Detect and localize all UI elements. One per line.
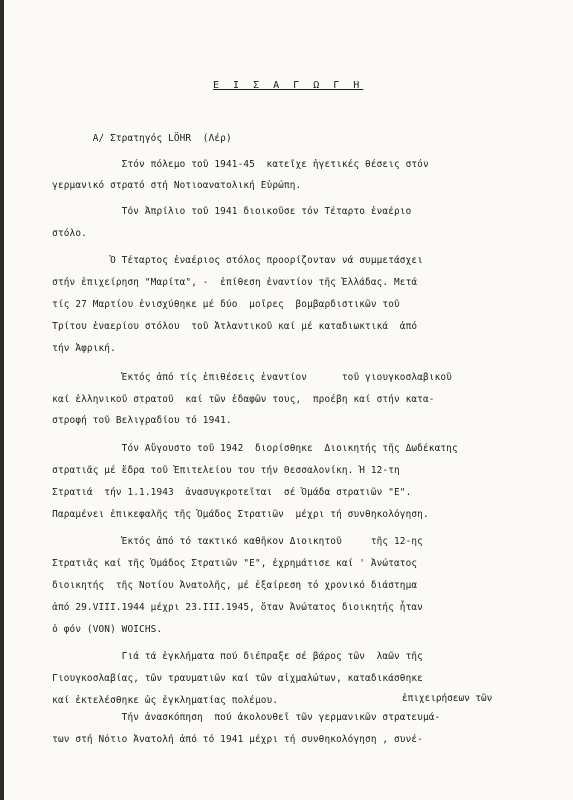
text-line: ἀπό 29.VIII.1944 μέχρι 23.III.1945, ὅταν Ἀνώτατος διοικητής ἦταν [0, 602, 423, 613]
text-line: Γιουγκοσλαβίας, τῶν τραυματιῶν καί τῶν αἰχμαλώτων, καταδικάσθηκε [0, 673, 423, 684]
text-line: Ὁ Τέταρτος ἐναέριος στόλος προορίζονταν νά συμμετάσχει [0, 255, 423, 266]
text-line: των στή Νότιο Ἀνατολή ἀπό τό 1941 μέχρι τή συνθηκολόγηση , συνέ- [0, 734, 423, 745]
text-line: Στρατιᾶς καί τῆς Ὁμάδος Στρατιῶν "Ε", ἐχρημάτισε καί ' Ἀνώτατος [0, 558, 418, 569]
text-line: Ἐκτός ἀπό τίς ἐπιθέσεις ἐναντίον τοῦ γιουγκοσλαβικοῦ [0, 372, 452, 383]
document-heading: Ε Ι Σ Α Γ Ω Γ Η [213, 80, 364, 91]
text-line: Στόν πόλεμο τοῦ 1941-45 κατεῖχε ἡγετικές θέσεις στόν [0, 159, 429, 170]
text-line: καί ἑλληνικοῦ στρατοῦ καί τῶν ἐδαφῶν τους, προέβη καί στήν κατα- [0, 394, 435, 405]
text-line: Ἐκτός ἀπό τό τακτικό καθῆκον Διοικητοῦ τῆς 12-ης [0, 536, 423, 547]
text-line: Στρατιά τήν 1.1.1943 ἀνασυγκροτεῖται σέ Ὁμάδα στρατιῶν "Ε". [0, 487, 412, 498]
section-title-line: A/ Στρατηγός LÖHR (Λέρ) [0, 133, 232, 144]
text-line: ὁ φόν (VON) WOICHS. [0, 624, 163, 635]
text-line: Τόν Ἀπρίλιο τοῦ 1941 διοικοῦσε τόν Τέταρτο ἐναέριο [0, 206, 412, 217]
text-line: Τρίτου ἐναερίου στόλου τοῦ Ἀτλαντικοῦ καί μέ καταδιωκτικά ἀπό [0, 321, 418, 332]
text-line: τήν Ἀφρική. [0, 343, 116, 354]
text-line: διοικητής τῆς Νοτίου Ἀνατολῆς, μέ ἐξαίρεση τό χρονικό διάστημα [0, 580, 418, 591]
text-line: καί ἐκτελέσθηκε ὡς ἐγκληματίας πολέμου. [0, 695, 279, 706]
handwritten-insertion: ἐπιχειρήσεων τῶν [402, 693, 493, 704]
text-line: στόλο. [0, 228, 87, 239]
text-line: τίς 27 Μαρτίου ἐνισχύθηκε μέ δύο μοῖρες βομβαρδιστικῶν τοῦ [0, 299, 400, 310]
text-line: στήν ἐπιχείρηση "Μαρίτα", - ἐπίθεση ἐναντίον τῆς Ἑλλάδας. Μετά [0, 277, 418, 288]
text-line: Τήν ἀνασκόπηση πού ἀκολουθεῖ τῶν γερμανικῶν στρατευμά- [0, 712, 441, 723]
text-line: Τόν Αὔγουστο τοῦ 1942 διορίσθηκε Διοικητής τῆς Δωδέκατης [0, 443, 458, 454]
text-line: στροφή τοῦ Βελιγραδίου τό 1941. [0, 415, 232, 426]
text-line: γερμανικό στρατό στή Νοτιοανατολική Εὐρώπη. [0, 180, 302, 191]
text-line: Παραμένει ἐπικεφαλῆς τῆς Ὁμάδος Στρατιῶν μέχρι τή συνθηκολόγηση. [0, 509, 429, 520]
text-line: Γιά τά ἐγκλήματα πού διέπραξε σέ βάρος τῶν λαῶν τῆς [0, 651, 423, 662]
text-line: στρατιᾶς μέ ἕδρα τοῦ Ἐπιτελείου του τήν Θεσσαλονίκη. Ἡ 12-τη [0, 465, 400, 476]
